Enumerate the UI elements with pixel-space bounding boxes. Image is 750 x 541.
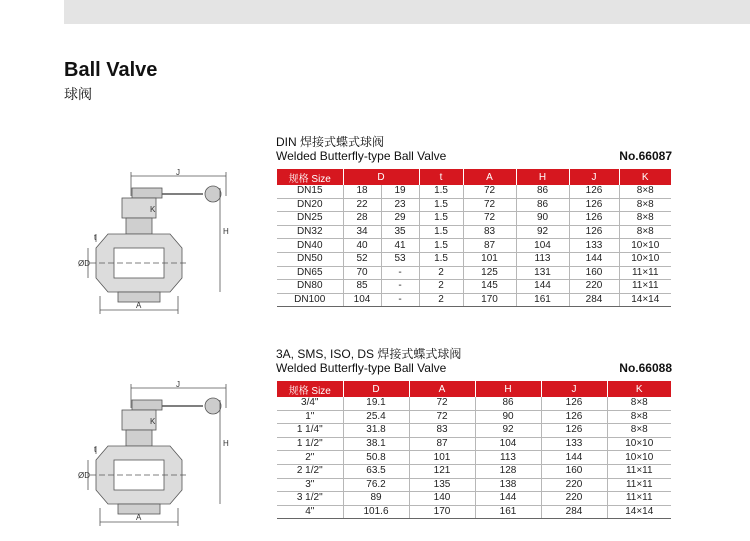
section2-model-no: No.66088 [619,361,672,375]
table-row [277,505,671,519]
column-header: K [607,381,671,397]
dimension-label: J [176,168,180,177]
table-cell: 8×8 [619,198,671,212]
section2-spec-table [277,381,671,519]
table-cell: 19 [381,185,419,198]
table-cell: 10×10 [607,437,671,451]
table-cell: 35 [381,225,419,239]
table-cell: 72 [463,185,516,198]
column-header: 规格 Size [277,169,343,185]
table-cell: 52 [343,252,381,266]
table-cell: 220 [541,492,607,506]
table-header-row [277,381,671,397]
table-cell: 1.5 [419,239,463,253]
dimension-label: A [136,301,142,310]
table-cell: 126 [541,397,607,410]
table-row [277,437,671,451]
table-cell: 11×11 [607,492,671,506]
table-cell: 101.6 [343,505,409,519]
table-cell: 101 [409,451,475,465]
table-cell: 87 [463,239,516,253]
table-cell: 40 [343,239,381,253]
section1-model-no: No.66087 [619,149,672,163]
table-cell: 2 [419,266,463,280]
table-row [277,410,671,424]
table-cell: 31.8 [343,424,409,438]
table-cell: - [381,266,419,280]
table-cell: 1.5 [419,225,463,239]
table-cell: 83 [463,225,516,239]
column-header: J [541,381,607,397]
table-cell: 72 [463,198,516,212]
table-cell: 1.5 [419,185,463,198]
section1-heading-cn: DIN 焊接式蝶式球阀 [276,135,385,149]
column-header: D [343,169,419,185]
table-cell: 70 [343,266,381,280]
table-cell: 18 [343,185,381,198]
column-header: A [409,381,475,397]
valve-drawing-din [78,168,246,316]
section1-spec-table [277,169,671,307]
table-cell: 2 1/2" [277,464,343,478]
table-cell: 170 [463,293,516,307]
table-cell: 29 [381,212,419,226]
table-cell: 86 [475,397,541,410]
table-header-row [277,169,671,185]
column-header: t [419,169,463,185]
table-cell: 1.5 [419,212,463,226]
table-row [277,212,671,226]
table-cell: - [381,293,419,307]
page-subtitle: 球阀 [64,86,92,102]
table-row [277,424,671,438]
table-cell: 121 [409,464,475,478]
table-cell: 8×8 [607,410,671,424]
column-header: J [569,169,619,185]
table-cell: 38.1 [343,437,409,451]
column-header: A [463,169,516,185]
table-cell: 72 [409,397,475,410]
table-cell: 11×11 [619,280,671,294]
table-cell: 131 [516,266,569,280]
table-cell: 41 [381,239,419,253]
table-cell: DN40 [277,239,343,253]
table-cell: 2" [277,451,343,465]
table-cell: 11×11 [607,464,671,478]
table-cell: 125 [463,266,516,280]
table-cell: DN100 [277,293,343,307]
table-cell: 10×10 [607,451,671,465]
table-row [277,239,671,253]
table-cell: 86 [516,198,569,212]
table-cell: 25.4 [343,410,409,424]
dimension-label: H [223,227,229,236]
table-cell: 28 [343,212,381,226]
table-cell: 72 [463,212,516,226]
table-cell: 92 [516,225,569,239]
table-cell: 14×14 [619,293,671,307]
table-cell: 144 [569,252,619,266]
table-cell: - [381,280,419,294]
table-cell: 19.1 [343,397,409,410]
dimension-label: t [94,233,97,242]
table-cell: 3" [277,478,343,492]
dimension-label: J [176,380,180,389]
table-cell: 8×8 [607,424,671,438]
dimension-label: H [223,439,229,448]
table-row [277,225,671,239]
dimension-label: A [136,513,142,522]
column-header: 规格 Size [277,381,343,397]
table-cell: DN15 [277,185,343,198]
table-row [277,293,671,307]
table-cell: 3 1/2" [277,492,343,506]
dimension-label: t [94,445,97,454]
dimension-label: ØD [78,259,90,268]
dimension-label: ØD [78,471,90,480]
table-cell: 53 [381,252,419,266]
table-cell: DN25 [277,212,343,226]
table-cell: 128 [475,464,541,478]
table-cell: 126 [541,424,607,438]
table-cell: 126 [569,185,619,198]
table-cell: 90 [516,212,569,226]
table-cell: 8×8 [607,397,671,410]
table-cell: 1 1/2" [277,437,343,451]
table-row [277,185,671,198]
table-cell: 160 [541,464,607,478]
column-header: H [475,381,541,397]
table-cell: 133 [541,437,607,451]
table-cell: 126 [541,410,607,424]
table-cell: 14×14 [607,505,671,519]
table-cell: 144 [516,280,569,294]
table-cell: 10×10 [619,252,671,266]
table-cell: 2 [419,280,463,294]
column-header: K [619,169,671,185]
table-cell: 1" [277,410,343,424]
column-header: H [516,169,569,185]
table-cell: DN80 [277,280,343,294]
page-title: Ball Valve [64,59,158,81]
table-cell: 89 [343,492,409,506]
table-cell: DN32 [277,225,343,239]
table-cell: 135 [409,478,475,492]
table-cell: 104 [475,437,541,451]
table-cell: 104 [343,293,381,307]
table-cell: DN65 [277,266,343,280]
table-cell: 133 [569,239,619,253]
table-cell: 113 [516,252,569,266]
table-cell: 140 [409,492,475,506]
table-row [277,464,671,478]
table-cell: 76.2 [343,478,409,492]
table-cell: 23 [381,198,419,212]
table-cell: 170 [409,505,475,519]
table-cell: 85 [343,280,381,294]
table-cell: 63.5 [343,464,409,478]
table-cell: 160 [569,266,619,280]
section2-heading-cn: 3A, SMS, ISO, DS 焊接式蝶式球阀 [276,347,462,361]
table-cell: 220 [569,280,619,294]
table-cell: 83 [409,424,475,438]
table-cell: 144 [475,492,541,506]
table-cell: 1.5 [419,198,463,212]
table-row [277,266,671,280]
column-header: D [343,381,409,397]
table-cell: 126 [569,212,619,226]
top-banner [64,0,750,24]
valve-drawing-3a-sms [78,380,246,528]
table-cell: 161 [475,505,541,519]
table-cell: 138 [475,478,541,492]
table-cell: 8×8 [619,185,671,198]
table-cell: 161 [516,293,569,307]
dimension-label: K [150,417,156,426]
table-cell: 87 [409,437,475,451]
table-cell: 11×11 [607,478,671,492]
table-cell: 22 [343,198,381,212]
table-row [277,492,671,506]
table-cell: 284 [541,505,607,519]
table-cell: 86 [516,185,569,198]
table-cell: 90 [475,410,541,424]
table-cell: 11×11 [619,266,671,280]
table-row [277,478,671,492]
table-cell: 220 [541,478,607,492]
table-cell: 8×8 [619,225,671,239]
table-cell: 284 [569,293,619,307]
table-cell: 10×10 [619,239,671,253]
table-cell: 126 [569,225,619,239]
table-cell: 34 [343,225,381,239]
table-cell: 1 1/4" [277,424,343,438]
section1-heading-en: Welded Butterfly-type Ball Valve [276,149,447,163]
table-cell: 1.5 [419,252,463,266]
dimension-label: K [150,205,156,214]
table-row [277,397,671,410]
table-cell: 92 [475,424,541,438]
table-cell: 104 [516,239,569,253]
table-row [277,198,671,212]
table-cell: 145 [463,280,516,294]
table-cell: 72 [409,410,475,424]
table-cell: 3/4" [277,397,343,410]
table-cell: 126 [569,198,619,212]
table-cell: DN50 [277,252,343,266]
table-cell: DN20 [277,198,343,212]
table-cell: 4" [277,505,343,519]
table-cell: 101 [463,252,516,266]
section2-heading-en: Welded Butterfly-type Ball Valve [276,361,447,375]
table-cell: 8×8 [619,212,671,226]
table-cell: 2 [419,293,463,307]
table-row [277,451,671,465]
table-row [277,252,671,266]
table-cell: 113 [475,451,541,465]
table-cell: 50.8 [343,451,409,465]
table-cell: 144 [541,451,607,465]
table-row [277,280,671,294]
